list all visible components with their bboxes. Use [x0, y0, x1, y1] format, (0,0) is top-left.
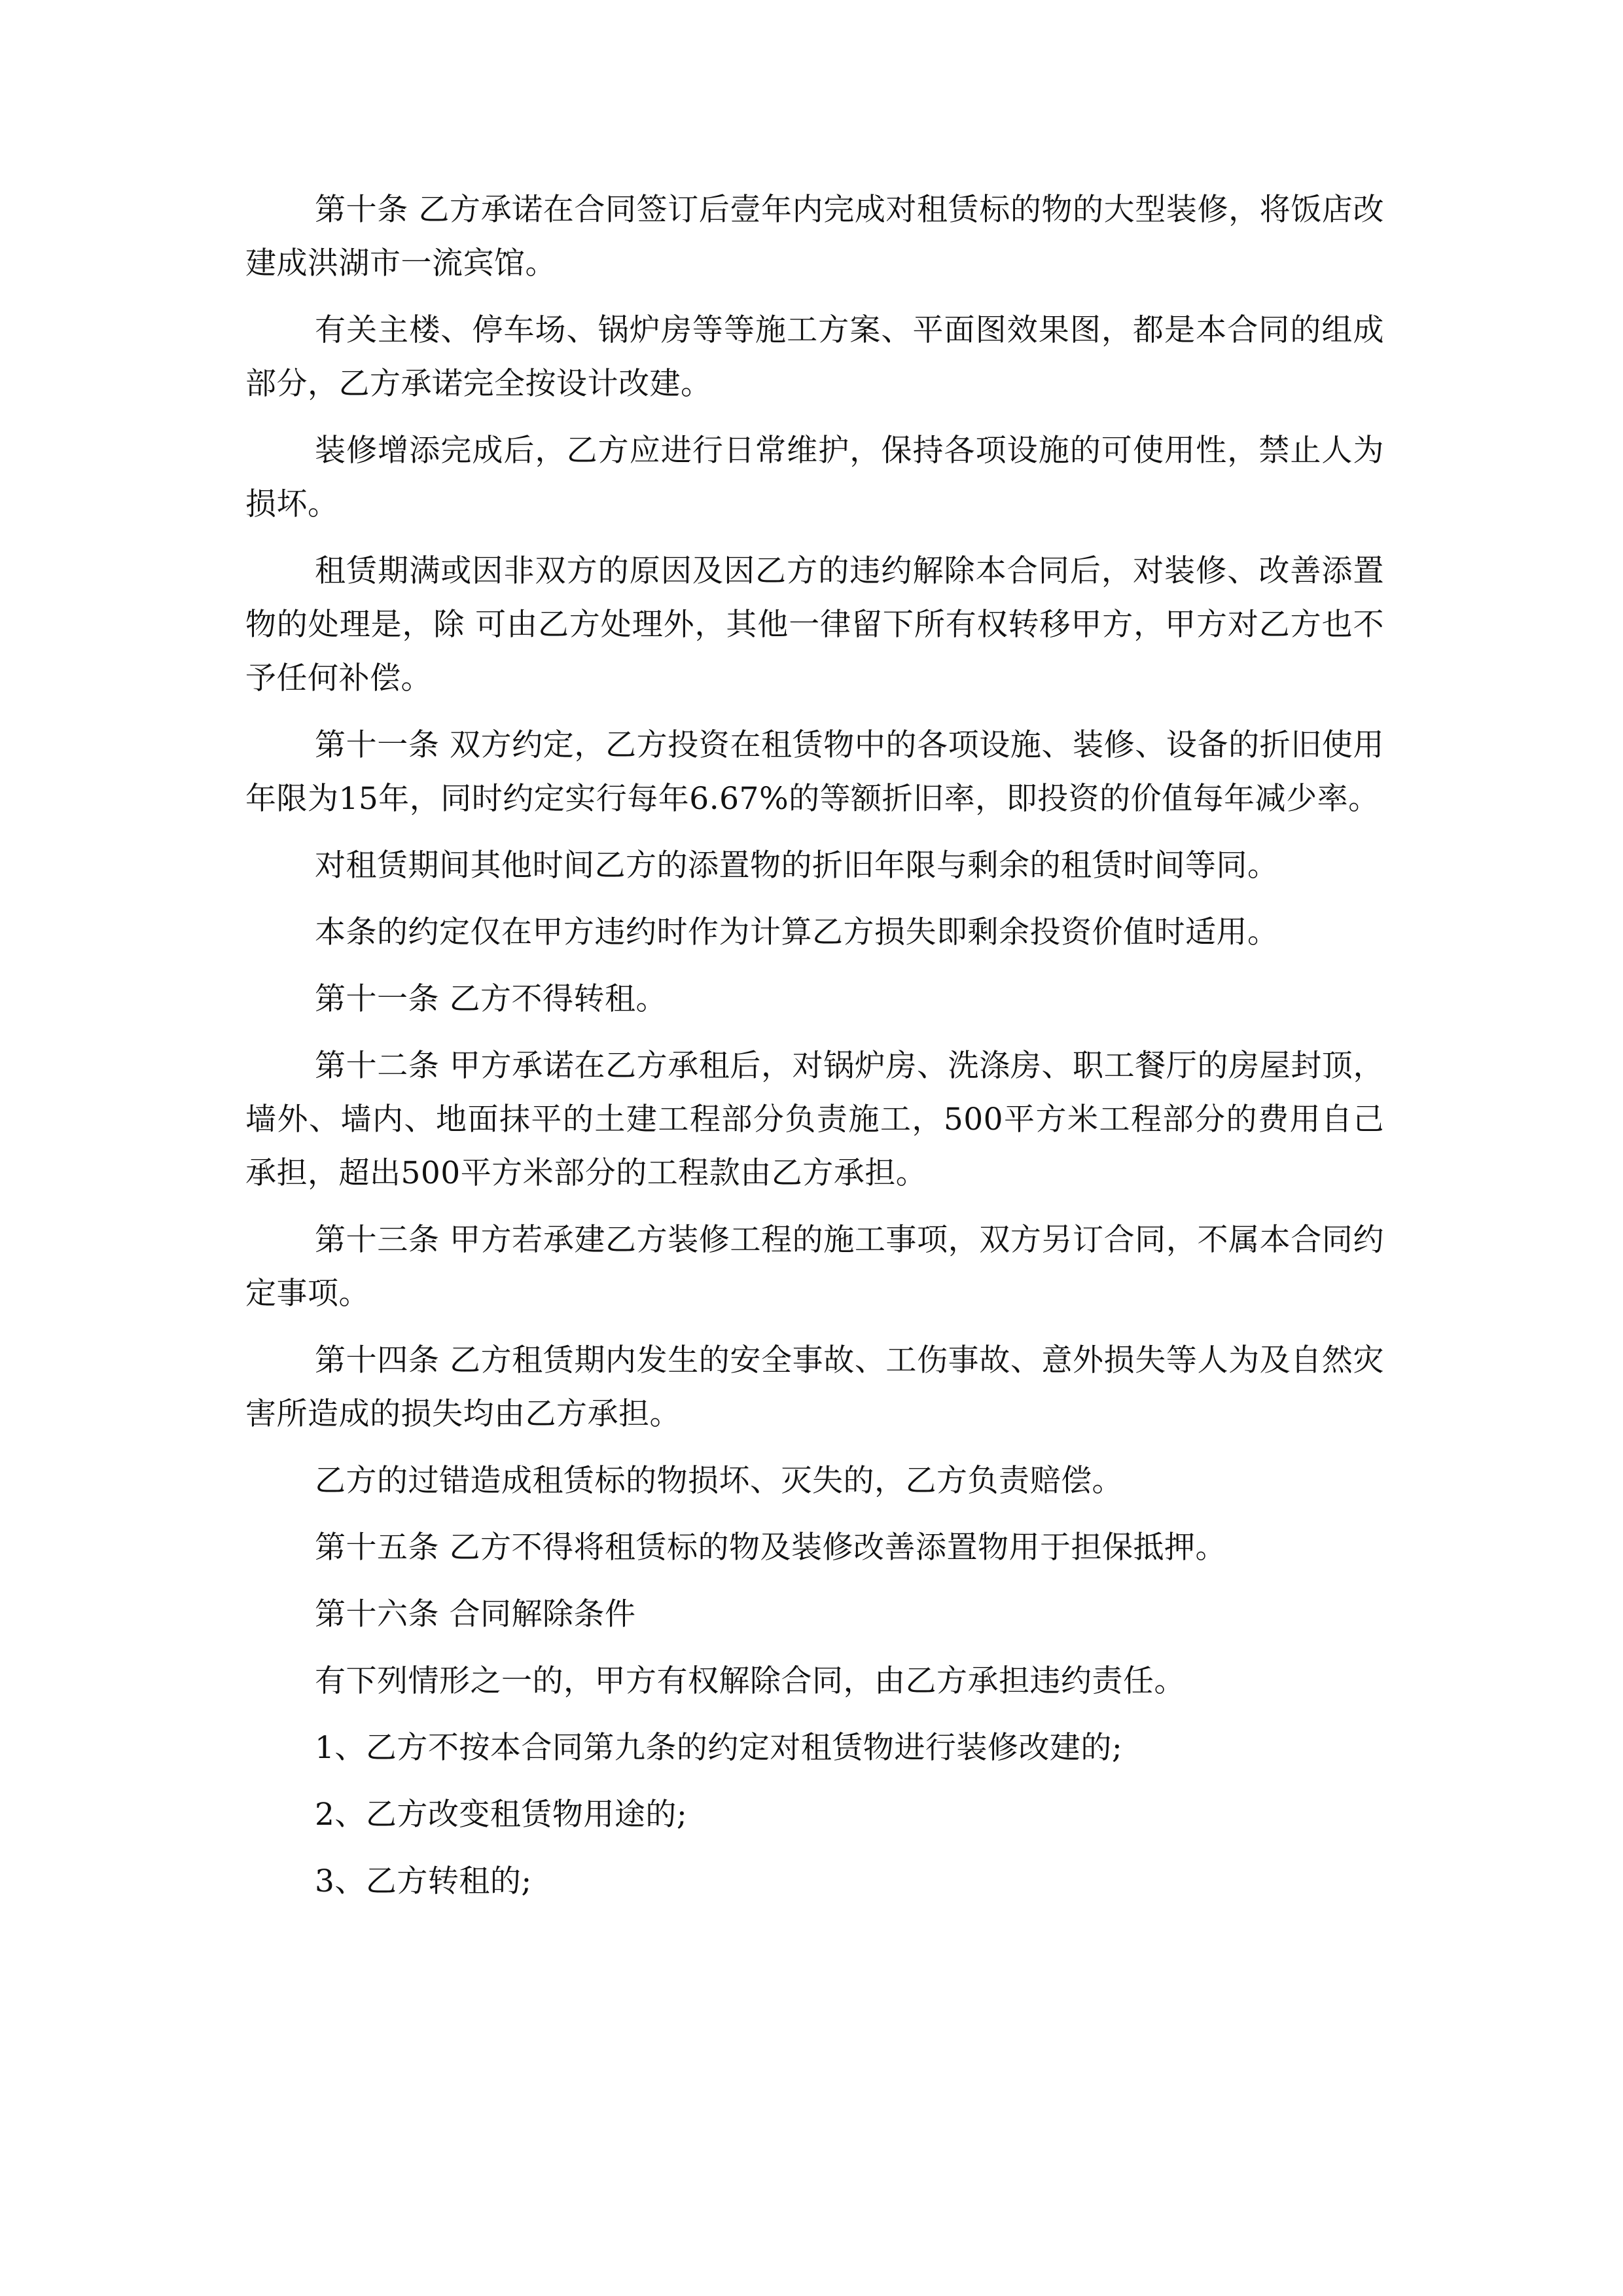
paragraph-design-plans: 有关主楼、停车场、锅炉房等等施工方案、平面图效果图，都是本合同的组成部分，乙方承诺完全按设计改建。 — [245, 312, 1384, 402]
contract-body — [245, 183, 1384, 1922]
paragraph-applicability: 本条的约定仅在甲方违约时作为计算乙方损失即剩余投资价值时适用。 — [315, 914, 1279, 950]
paragraph-damage-compensation: 乙方的过错造成租赁标的物损坏、灭失的，乙方负责赔偿。 — [315, 1463, 1123, 1499]
list-item-2: 2、乙方改变租赁物用途的; — [315, 1797, 688, 1833]
paragraph-article-11-depreciation: 第十一条 双方约定，乙方投资在租赁物中的各项设施、装修、设备的折旧使用年限为15年，同时约定实行每年6.67%的等额折旧率，即投资的价值每年减少率。 — [245, 727, 1384, 817]
paragraph-lease-expiry: 租赁期满或因非双方的原因及因乙方的违约解除本合同后，对装修、改善添置物的处理是，除 可由乙方处理外，其他一律留下所有权转移甲方，甲方对乙方也不予任何补偿。 — [245, 553, 1384, 696]
paragraph-termination-intro: 有下列情形之一的，甲方有权解除合同，由乙方承担违约责任。 — [315, 1663, 1185, 1699]
paragraph-added-items-depreciation: 对租赁期间其他时间乙方的添置物的折旧年限与剩余的租赁时间等同。 — [315, 848, 1279, 884]
paragraph-article-13: 第十三条 甲方若承建乙方装修工程的施工事项，双方另订合同，不属本合同约定事项。 — [245, 1222, 1384, 1312]
paragraph-article-10: 第十条 乙方承诺在合同签订后壹年内完成对租赁标的物的大型装修，将饭店改建成洪湖市一流宾馆。 — [245, 192, 1384, 281]
paragraph-article-16-heading: 第十六条 合同解除条件 — [315, 1596, 636, 1632]
paragraph-article-11-sublease: 第十一条 乙方不得转租。 — [315, 981, 667, 1017]
paragraph-article-14: 第十四条 乙方租赁期内发生的安全事故、工伤事故、意外损失等人为及自然灾害所造成的损失均由乙方承担。 — [245, 1342, 1384, 1432]
paragraph-article-12: 第十二条 甲方承诺在乙方承租后，对锅炉房、洗涤房、职工餐厅的房屋封顶，墙外、墙内、地面抹平的土建工程部分负责施工，500平方米工程部分的费用自己承担，超出500平方米部分的工程款由乙方承担。 — [245, 1048, 1384, 1191]
paragraph-article-15: 第十五条 乙方不得将租赁标的物及装修改善添置物用于担保抵押。 — [315, 1530, 1226, 1566]
list-item-1: 1、乙方不按本合同第九条的约定对租赁物进行装修改建的; — [315, 1730, 1123, 1766]
list-item-3: 3、乙方转租的; — [315, 1863, 532, 1899]
paragraph-maintenance: 装修增添完成后，乙方应进行日常维护，保持各项设施的可使用性，禁止人为损坏。 — [245, 433, 1384, 522]
